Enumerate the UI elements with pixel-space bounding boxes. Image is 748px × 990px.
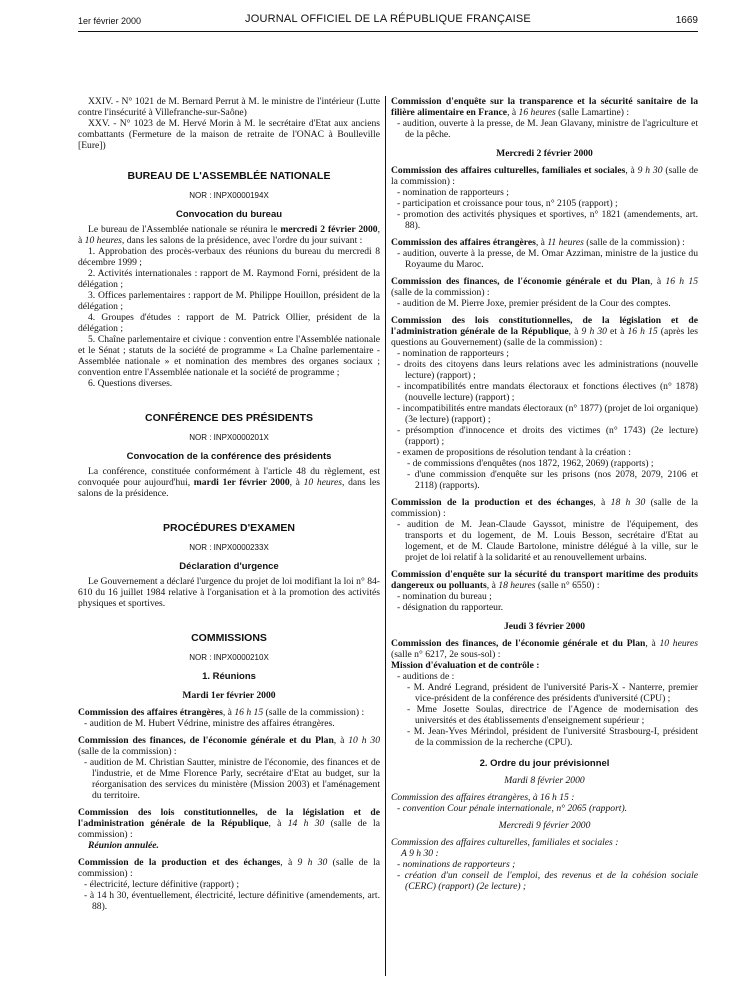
agenda-subitem: - d'une commission d'enquête sur les prisons (nos 2078, 2079, 2106 et 2118) (rapports). (407, 469, 698, 491)
paragraph: Le bureau de l'Assemblée nationale se réunira le mercredi 2 février 2000, à 10 heures, dans les salons de la présidence, avec l'ordre du jour suivant : (78, 224, 380, 246)
agenda-item: 6. Questions diverses. (88, 378, 173, 389)
agenda-subitem: - de commissions d'enquêtes (nos 1872, 1962, 2069) (rapports) ; (407, 458, 654, 469)
agenda-item: - promotion des activités physiques et sportives, n° 1821 (amendements, art. 88). (397, 209, 698, 231)
nor-code: NOR : INPX0000194X (189, 191, 269, 200)
commission-heading: Commission des lois constitutionnelles, de la législation et de l'administration générale de la République, à 9 h 30 et à 16 h 15 (après les questions au Gouvernement) (salle de la commission) : (391, 315, 698, 348)
subtitle: Convocation du bureau (175, 209, 283, 220)
right-column (391, 96, 698, 892)
agenda-subitem: - M. André Legrand, président de l'université Paris-X - Nanterre, premier vice-président de la conférence des présidents d'université (CPU) ; (407, 682, 698, 704)
column-rule (385, 96, 386, 976)
agenda-item: - incompatibilités entre mandats électoraux et fonctions électives (n° 1878) (nouvelle lecture) (rapport) ; (397, 381, 698, 403)
subtitle: Déclaration d'urgence (179, 561, 279, 572)
agenda-item: - audition de M. Jean-Claude Gayssot, ministre de l'équipement, des transports et du logement, de M. Louis Besson, secrétaire d'Etat au logement, et de M. Claude Bartolone, ministre délégué à la ville, sur le projet de loi relatif à la solidarité et au renouvellement urbains. (397, 519, 698, 563)
commission-heading: Commission des affaires culturelles, familiales et sociales, à 9 h 30 (salle de la commission) : (391, 165, 699, 187)
day-heading: Mardi 8 février 2000 (504, 775, 585, 786)
agenda-item: 3. Offices parlementaires : rapport de M. Philippe Houillon, président de la délégation ; (78, 290, 380, 312)
day-heading: Jeudi 3 février 2000 (503, 621, 586, 632)
cancel-note: Réunion annulée. (88, 840, 159, 851)
subtitle: Convocation de la conférence des présidents (126, 451, 332, 462)
section-title-commissions: COMMISSIONS (191, 632, 267, 644)
commission-heading: Commission des affaires étrangères, à 11 heures (salle de la commission) : (391, 237, 685, 248)
agenda-item: - audition de M. Hubert Védrine, ministre des affaires étrangères. (84, 718, 335, 729)
commission-heading: Commission des lois constitutionnelles, de la législation et de l'administration générale de la République, à 14 h 30 (salle de la commission) : (78, 807, 380, 840)
agenda-item: - désignation du rapporteur. (397, 602, 504, 613)
page-header (78, 14, 698, 28)
agenda-item: - droits des citoyens dans leurs relations avec les administrations (nouvelle lecture) (rapport) ; (397, 359, 698, 381)
header-rule (78, 31, 698, 32)
subtitle: 2. Ordre du jour prévisionnel (479, 758, 610, 769)
section-title-bureau: BUREAU DE L'ASSEMBLÉE NATIONALE (127, 170, 331, 182)
commission-heading: Commission des finances, de l'économie générale et du Plan, à 16 h 15 (salle de la commission) : (391, 276, 698, 298)
left-column (78, 96, 380, 912)
question-item: XXV. - N° 1023 de M. Hervé Morin à M. le secrétaire d'Etat aux anciens combattants (Fermeture de la maison de retraite de l'ONAC à Boulleville [Eure]) (78, 118, 380, 151)
agenda-item: - incompatibilités entre mandats électoraux (n° 1877) (projet de loi organique) (3e lecture) (rapport) ; (397, 403, 698, 425)
section-title-procedures: PROCÉDURES D'EXAMEN (162, 522, 295, 534)
commission-heading: Commission des affaires culturelles, familiales et sociales : (391, 837, 619, 848)
commission-heading: Commission des affaires étrangères, à 16 h 15 : (391, 792, 575, 803)
mission-heading: Mission d'évaluation et de contrôle : (391, 660, 540, 671)
agenda-item: - nomination de rapporteurs ; (397, 348, 509, 359)
agenda-item: - électricité, lecture définitive (rapport) ; (84, 879, 240, 890)
commission-heading: Commission des affaires étrangères, à 16 h 15 (salle de la commission) : (78, 707, 365, 718)
nor-code: NOR : INPX0000201X (189, 433, 269, 442)
commission-heading: Commission de la production et des échanges, à 9 h 30 (salle de la commission) : (78, 857, 381, 879)
agenda-item: - présomption d'innocence et droits des victimes (n° 1743) (2e lecture) (rapport) ; (397, 425, 698, 447)
commission-heading: Commission de la production et des échanges, à 18 h 30 (salle de la commission) : (391, 497, 699, 519)
agenda-subitem: - Mme Josette Soulas, directrice de l'Agence de modernisation des universités et des établissements d'enseignement supérieur ; (407, 704, 698, 726)
agenda-item: - nominations de rapporteurs ; (397, 859, 516, 870)
page-number: 1669 (675, 15, 698, 26)
agenda-item: - convention Cour pénale internationale, n° 2065 (rapport). (397, 803, 628, 814)
agenda-item: - audition, ouverte à la presse, de M. Omar Azziman, ministre de la justice du Royaume du Maroc. (397, 248, 698, 270)
nor-code: NOR : INPX0000210X (189, 653, 269, 662)
agenda-item: - nomination de rapporteurs ; (397, 187, 509, 198)
agenda-item: 1. Approbation des procès-verbaux des réunions du bureau du mercredi 8 décembre 1999 ; (78, 246, 380, 268)
agenda-item: - examen de propositions de résolution tendant à la création : (397, 447, 631, 458)
time-label: A 9 h 30 : (401, 848, 439, 859)
agenda-item: 2. Activités internationales : rapport de M. Raymond Forni, président de la délégation ; (78, 268, 380, 290)
paragraph: La conférence, constituée conformément à l'article 48 du règlement, est convoquée pour aujourd'hui, mardi 1er février 2000, à 10 heures, dans les salons de la présidence. (78, 466, 380, 499)
agenda-item: - auditions de : (397, 671, 455, 682)
section-title-conference: CONFÉRENCE DES PRÉSIDENTS (144, 412, 314, 424)
agenda-subitem: - M. Jean-Yves Mérindol, président de l'université Strasbourg-I, président de la commission de la recherche (CPU). (407, 726, 698, 748)
subtitle: 1. Réunions (202, 671, 256, 682)
commission-heading: Commission des finances, de l'économie générale et du Plan, à 10 h 30 (salle de la commission) : (78, 735, 381, 757)
commission-heading: Commission des finances, de l'économie générale et du Plan, à 10 heures (salle n° 6217, 2e sous-sol) : (391, 638, 698, 660)
agenda-item: - participation et croissance pour tous, n° 2105 (rapport) ; (397, 198, 618, 209)
agenda-item: 5. Chaîne parlementaire et civique : convention entre l'Assemblée nationale et le Sénat ; statuts de la société de programme « La Chaîne parlementaire - Assemblée nationale » et nomination des membres des organes sociaux ; convention entre l'Assemblée nationale et la société de programme ; (78, 334, 380, 378)
agenda-item: - nomination du bureau ; (397, 591, 492, 602)
journal-title: JOURNAL OFFICIEL DE LA RÉPUBLIQUE FRANÇAISE (245, 13, 531, 25)
day-heading: Mardi 1er février 2000 (182, 690, 276, 701)
agenda-item: - audition, ouverte à la presse, de M. Jean Glavany, ministre de l'agriculture et de la pêche. (397, 118, 698, 140)
agenda-item: - création d'un conseil de l'emploi, des revenus et de la cohésion sociale (CERC) (rapport) (2e lecture) ; (397, 870, 698, 892)
commission-heading: Commission d'enquête sur la sécurité du transport maritime des produits dangereux ou polluants, à 18 heures (salle n° 6550) : (391, 569, 698, 591)
paragraph: Le Gouvernement a déclaré l'urgence du projet de loi modifiant la loi n° 84-610 du 16 juillet 1984 relative à l'organisation et à la promotion des activités physiques et sportives. (78, 576, 380, 609)
agenda-item: 4. Groupes d'études : rapport de M. Patrick Ollier, président de la délégation ; (78, 312, 380, 334)
day-heading: Mercredi 9 février 2000 (498, 820, 591, 831)
header-date: 1er février 2000 (78, 16, 142, 26)
question-item: XXIV. - N° 1021 de M. Bernard Perrut à M. le ministre de l'intérieur (Lutte contre l'insécurité à Villefranche-sur-Saône) (78, 96, 380, 118)
agenda-item: - à 14 h 30, éventuellement, électricité, lecture définitive (amendements, art. 88). (84, 890, 380, 912)
day-heading: Mercredi 2 février 2000 (496, 148, 593, 159)
commission-heading: Commission d'enquête sur la transparence et la sécurité sanitaire de la filière alimentaire en France, à 16 heures (salle Lamartine) : (391, 96, 698, 118)
agenda-item: - audition de M. Pierre Joxe, premier président de la Cour des comptes. (397, 298, 671, 309)
nor-code: NOR : INPX0000233X (189, 543, 269, 552)
agenda-item: - audition de M. Christian Sautter, ministre de l'économie, des finances et de l'industrie, et de Mme Florence Parly, secrétaire d'Etat au budget, sur la réorganisation des services du ministère (Mission 2003) et l'aménagement du territoire. (84, 757, 380, 801)
